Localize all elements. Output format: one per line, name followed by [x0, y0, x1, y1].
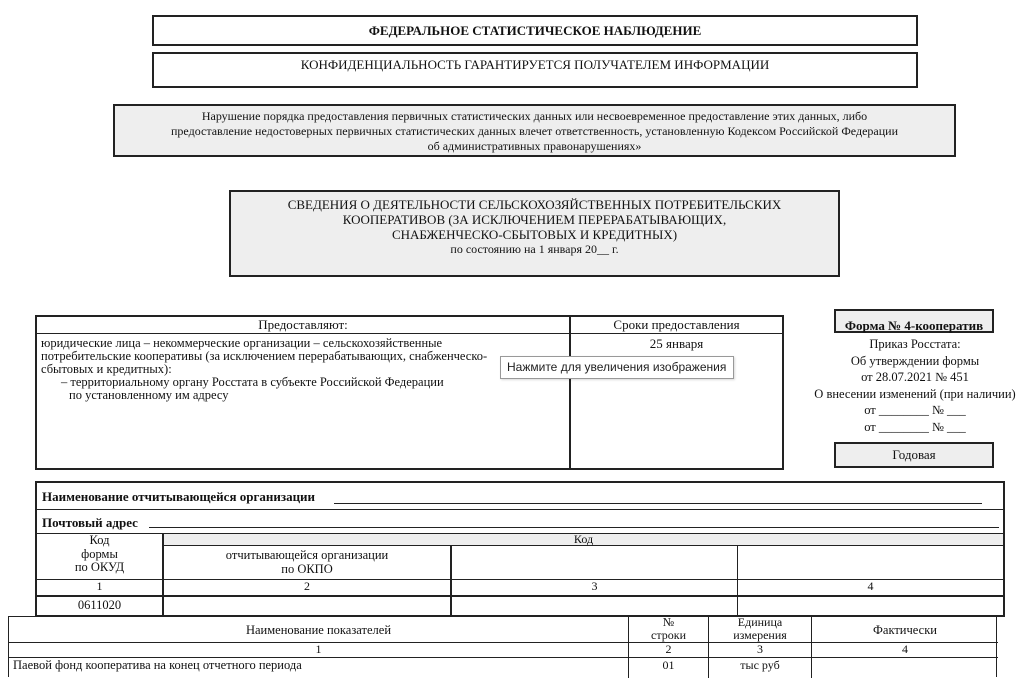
okud-header-line: формы [81, 546, 118, 561]
report-date-line: по состоянию на 1 января 20__ г. [450, 242, 619, 256]
indicator-name: Паевой фонд кооператива на конец отчетного периода [13, 658, 302, 672]
approval-line: от ________ № ___ [864, 403, 966, 417]
postal-address-label: Почтовый адрес [42, 515, 138, 530]
approval-line: Об утверждении формы [850, 353, 980, 368]
approval-line: О внесении изменений (при наличии) [814, 386, 1016, 401]
ind-col-number-2: 2 [665, 642, 672, 656]
ind-col-number-3: 3 [757, 642, 763, 656]
code-header: Код [573, 532, 594, 546]
warning-line: предоставление недостоверных первичных статистических данных влечет ответственность, установленную Кодексом Российской Федерации [171, 124, 898, 138]
submitters-subline: по установленному им адресу [69, 388, 229, 402]
report-title-line: СНАБЖЕНЧЕСКО-СБЫТОВЫХ И КРЕДИТНЫХ) [391, 227, 678, 242]
indicators-table [8, 616, 997, 677]
row-number-header-line: № [662, 615, 675, 629]
ind-col-number-1: 1 [315, 642, 322, 656]
row-number-header [629, 616, 708, 641]
confidentiality-notice: КОНФИДЕНЦИАЛЬНОСТЬ ГАРАНТИРУЕТСЯ ПОЛУЧАТЕЛЕМ ИНФОРМАЦИИ [152, 52, 918, 88]
deadline-value: 25 января [649, 336, 704, 351]
col-number-3: 3 [591, 579, 598, 593]
warning-line: Нарушение порядка предоставления первичных статистических данных или несвоевременное предоставление этих данных, либо [201, 109, 868, 123]
indicator-row-number: 01 [662, 658, 675, 672]
submitters-subline: – территориальному органу Росстата в субъекте Российской Федерации [61, 375, 444, 389]
approval-line: от ________ № ___ [864, 419, 966, 434]
submission-table [35, 315, 784, 470]
legal-warning [113, 104, 956, 157]
col-number-2: 2 [304, 579, 310, 593]
col-number-4: 4 [867, 579, 874, 593]
form-approval-info [800, 336, 1030, 435]
ind-col-number-4: 4 [902, 642, 908, 656]
submitters-header: Предоставляют: [258, 317, 348, 332]
okud-header [37, 534, 162, 575]
okud-header-line: Код [89, 533, 110, 547]
approval-line: Приказ Росстата: [869, 337, 961, 351]
indicator-actual-value[interactable] [812, 659, 998, 673]
submitters-description [41, 337, 541, 402]
report-title-line: КООПЕРАТИВОВ (ЗА ИСКЛЮЧЕНИЕМ ПЕРЕРАБАТЫВАЮЩИХ, [342, 212, 727, 227]
organization-block [35, 481, 1005, 617]
actual-header: Фактически [873, 623, 937, 637]
form-number: Форма № 4-кооператив [834, 309, 994, 333]
row-number-header-line: строки [651, 627, 686, 642]
enlarge-image-tooltip[interactable]: Нажмите для увеличения изображения [500, 356, 734, 379]
indicator-unit: тыс руб [740, 658, 780, 672]
approval-line: от 28.07.2021 № 451 [861, 370, 969, 384]
org-name-field[interactable] [334, 503, 982, 504]
indicator-name-header: Наименование показателей [245, 623, 392, 637]
federal-observation-title: ФЕДЕРАЛЬНОЕ СТАТИСТИЧЕСКОЕ НАБЛЮДЕНИЕ [152, 15, 918, 46]
okud-header-line: по ОКУД [74, 560, 125, 574]
okpo-header [164, 549, 450, 576]
postal-address-field[interactable] [149, 527, 999, 528]
unit-header-line: Единица [737, 615, 783, 629]
submitters-line: юридические лица – некоммерческие организации – сельскохозяйственные [41, 336, 443, 350]
okud-value: 0611020 [77, 598, 122, 612]
unit-header [709, 616, 811, 641]
report-title-line: СВЕДЕНИЯ О ДЕЯТЕЛЬНОСТИ СЕЛЬСКОХОЗЯЙСТВЕННЫХ ПОТРЕБИТЕЛЬСКИХ [287, 197, 782, 212]
okpo-header-line: отчитывающейся организации [225, 548, 389, 562]
periodicity-box: Годовая [834, 442, 994, 468]
deadlines-header: Сроки предоставления [613, 317, 740, 332]
col-number-1: 1 [96, 579, 103, 593]
okpo-header-line: по ОКПО [281, 561, 333, 576]
submitters-line: сбытовых и кредитных): [41, 362, 172, 376]
submitters-line: потребительские кооперативы (за исключением перерабатывающих, снабженческо- [41, 349, 488, 363]
report-title-block [229, 190, 840, 277]
warning-line: об административных правонарушениях» [427, 139, 642, 153]
org-name-label: Наименование отчитывающейся организации [42, 489, 316, 504]
unit-header-line: измерения [733, 627, 787, 642]
